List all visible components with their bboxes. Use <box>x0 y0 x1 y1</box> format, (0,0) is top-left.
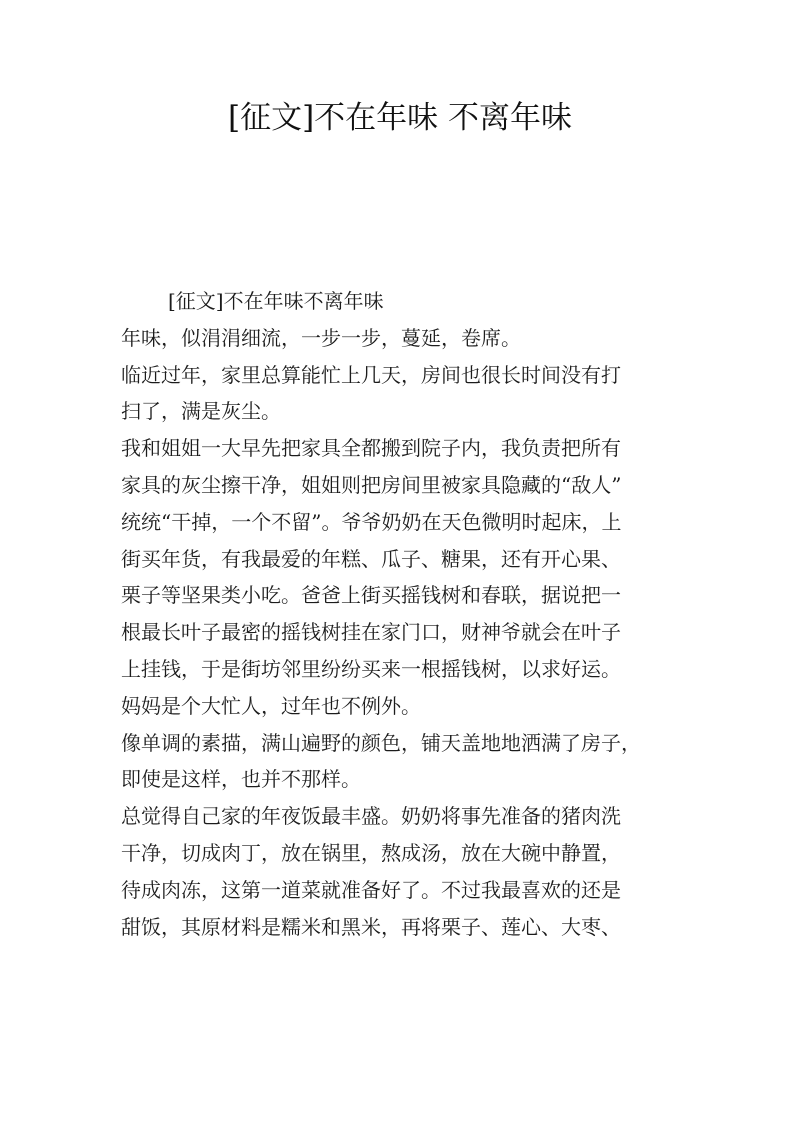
document-title: [征文]不在年味 不离年味 <box>227 100 573 136</box>
body-line: 干净，切成肉丁，放在锅里，熬成汤，放在大碗中静置， <box>121 840 621 865</box>
document-body <box>121 283 681 945</box>
body-line: 临近过年，家里总算能忙上几天，房间也很长时间没有打 <box>121 362 621 387</box>
body-line: 统统“干掉，一个不留”。爷爷奶奶在天色微明时起床，上 <box>121 509 622 534</box>
body-line: 甜饭，其原材料是糯米和黑米，再将栗子、莲心、大枣、 <box>121 914 621 939</box>
body-line: 扫了，满是灰尘。 <box>121 399 281 424</box>
body-line: 年味，似涓涓细流，一步一步，蔓延，卷席。 <box>121 325 521 350</box>
body-line: 妈妈是个大忙人，过年也不例外。 <box>121 693 421 718</box>
body-line: 家具的灰尘擦干净，姐姐则把房间里被家具隐藏的“敌人” <box>121 472 622 497</box>
body-line: 根最长叶子最密的摇钱树挂在家门口，财神爷就会在叶子 <box>121 620 621 645</box>
body-line: 待成肉冻，这第一道菜就准备好了。不过我最喜欢的还是 <box>121 877 621 902</box>
body-line: [征文]不在年味不离年味 <box>168 289 384 313</box>
body-line: 街买年货，有我最爱的年糕、瓜子、糖果，还有开心果、 <box>121 546 621 571</box>
body-line: 即使是这样，也并不那样。 <box>121 767 361 792</box>
body-line: 总觉得自己家的年夜饭最丰盛。奶奶将事先准备的猪肉洗 <box>121 804 621 829</box>
body-line: 像单调的素描，满山遍野的颜色，铺天盖地地洒满了房子， <box>121 730 641 755</box>
body-line: 栗子等坚果类小吃。爸爸上街买摇钱树和春联，据说把一 <box>121 583 621 608</box>
body-line: 上挂钱，于是街坊邻里纷纷买来一根摇钱树，以求好运。 <box>121 656 621 681</box>
body-line: 我和姐姐一大早先把家具全都搬到院子内，我负责把所有 <box>121 436 621 461</box>
